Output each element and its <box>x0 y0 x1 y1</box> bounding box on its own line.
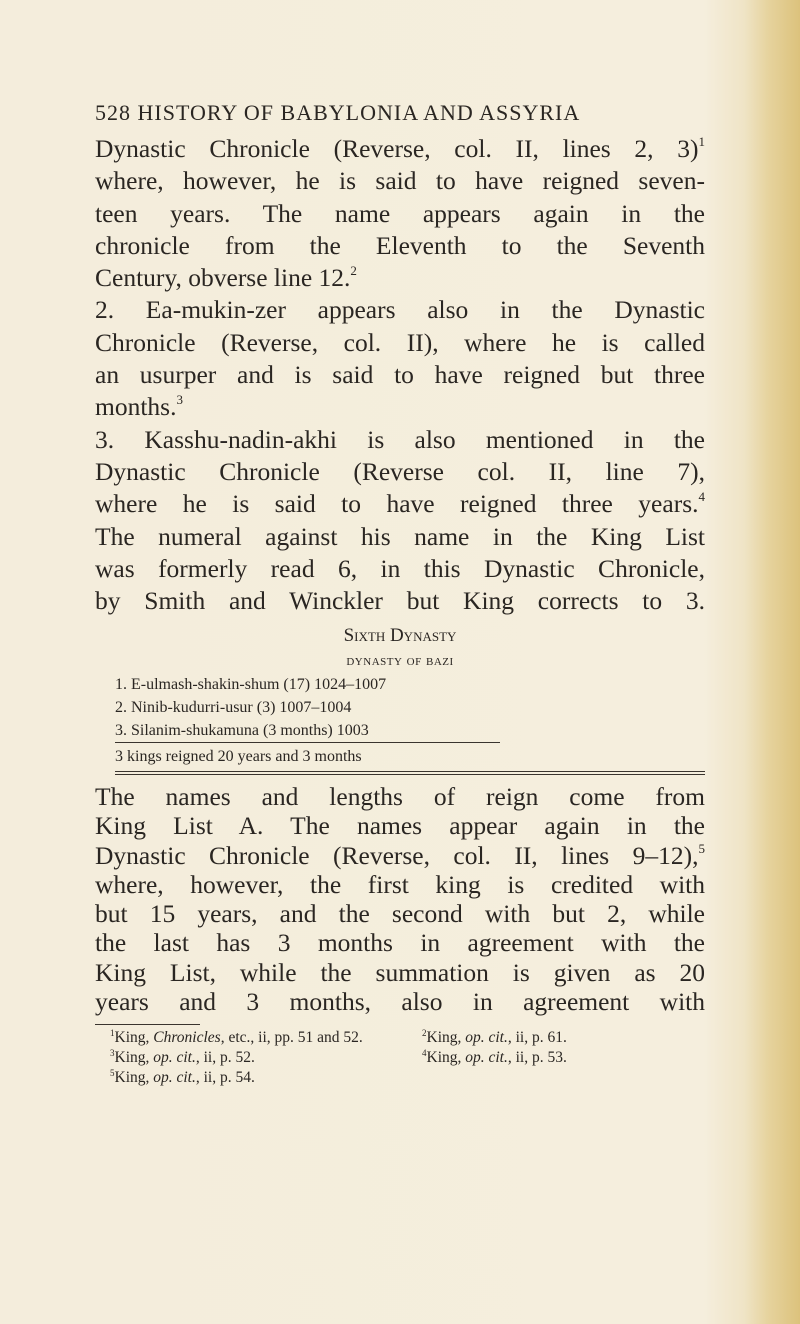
table-subtitle: dynasty of bazi <box>346 653 454 669</box>
text-line <box>95 488 705 520</box>
footnote-number: 4 <box>422 1048 427 1058</box>
footnote-ref: 4 <box>698 489 705 505</box>
running-title: HISTORY OF BABYLONIA AND ASSYRIA <box>137 100 581 125</box>
line-text: chronicle from the Eleventh to the Seventh <box>95 230 705 260</box>
king-row: 1. E-ulmash-shakin-shum (17) 1024–1007 <box>115 676 387 693</box>
line-text: King List, while the summation is given as 20 <box>95 957 705 987</box>
line-text: teen years. The name appears again in the <box>95 198 705 228</box>
footnote-ref: 3 <box>176 392 183 408</box>
line-text: 3. Kasshu-nadin-akhi is also mentioned in the <box>95 424 705 454</box>
line-text: an usurper and is said to have reigned but three <box>95 360 705 390</box>
line-text: Dynastic Chronicle (Reverse, col. II, lines 9–12), <box>95 840 699 870</box>
text-line <box>95 133 705 165</box>
table-title: Sixth Dynasty <box>343 625 457 646</box>
line-text: by Smith and Winckler but King corrects to 3. <box>95 586 705 616</box>
running-header <box>95 100 580 126</box>
footnote-italic: op. cit. <box>153 1069 196 1086</box>
line-text: where, however, the first king is credited with <box>95 869 705 899</box>
footnote-italic: Chronicles <box>153 1029 221 1046</box>
dynasty-table <box>95 623 705 768</box>
footnote-italic: op. cit. <box>153 1049 196 1066</box>
footnote-italic: op. cit. <box>465 1049 508 1066</box>
line-text: was formerly read 6, in this Dynastic Chronicle, <box>95 553 705 583</box>
text-line <box>95 165 705 197</box>
line-text: 2. Ea-mukin-zer appears also in the Dynastic <box>95 295 705 325</box>
footnote-number: 5 <box>110 1068 115 1078</box>
text-line <box>95 230 705 262</box>
line-text: where, however, he is said to have reigned seven- <box>95 166 705 196</box>
footnote-number: 2 <box>422 1028 427 1038</box>
table-end-rule <box>115 774 705 775</box>
footnote-text: , ii, p. 52. <box>195 1049 255 1066</box>
text-line <box>95 521 705 553</box>
footnote-text: , ii, p. 61. <box>507 1029 567 1046</box>
text-line <box>95 553 705 585</box>
text-line <box>95 262 705 294</box>
footnote-text: King, <box>114 1049 154 1066</box>
line-text: The numeral against his name in the King List <box>95 521 705 551</box>
footnote-text: , etc., ii, pp. 51 and 52. <box>220 1029 363 1046</box>
line-text: where he is said to have reigned three years. <box>95 489 699 519</box>
footnote-text: , ii, p. 53. <box>507 1049 567 1066</box>
footnote-italic: op. cit. <box>465 1029 508 1046</box>
text-line <box>95 359 705 391</box>
text-line <box>95 899 705 928</box>
footnote-text: King, <box>114 1069 154 1086</box>
paragraph-2 <box>95 782 705 1016</box>
footnote-number: 3 <box>110 1048 115 1058</box>
text-line <box>95 456 705 488</box>
text-line <box>95 958 705 987</box>
text-line <box>95 424 705 456</box>
footnote <box>110 1028 422 1048</box>
table-summary: 3 kings reigned 20 years and 3 months <box>115 748 362 765</box>
line-text: but 15 years, and the second with but 2, while <box>95 899 705 929</box>
line-text: The names and lengths of reign come from <box>95 782 705 811</box>
text-line <box>95 327 705 359</box>
summary-rule <box>115 742 500 743</box>
footnote <box>422 1048 567 1068</box>
footnote-number: 1 <box>110 1028 115 1038</box>
line-text: Chronicle (Reverse, col. II), where he is called <box>95 327 705 357</box>
text-line <box>95 987 705 1016</box>
king-row: 3. Silanim-shukamuna (3 months) 1003 <box>115 722 369 739</box>
text-line <box>95 198 705 230</box>
footnote <box>110 1048 422 1068</box>
footnote-text: King, <box>114 1029 154 1046</box>
footnotes <box>110 1028 567 1088</box>
footnote-ref: 2 <box>350 263 357 279</box>
line-text: Century, obverse line 12. <box>95 263 351 293</box>
line-text: years and 3 months, also in agreement with <box>95 987 705 1017</box>
text-line <box>95 928 705 957</box>
footnote-ref: 5 <box>698 840 705 856</box>
footnote-text: King, <box>426 1029 466 1046</box>
text-line <box>95 782 705 811</box>
footnote-text: , ii, p. 54. <box>195 1069 255 1086</box>
footnote-rule <box>95 1024 200 1025</box>
line-text: months. <box>95 392 177 422</box>
table-end-rule <box>115 771 705 772</box>
line-text: the last has 3 months in agreement with the <box>95 928 705 958</box>
king-row: 2. Ninib-kudurri-usur (3) 1007–1004 <box>115 699 352 716</box>
text-line <box>95 294 705 326</box>
text-line <box>95 811 705 840</box>
footnote-ref: 1 <box>698 134 705 149</box>
line-text: Dynastic Chronicle (Reverse col. II, line 7), <box>95 456 705 486</box>
paragraph-1 <box>95 133 705 617</box>
text-line <box>95 391 705 423</box>
line-text: Dynastic Chronicle (Reverse, col. II, lines 2, 3) <box>95 134 699 163</box>
page-number: 528 <box>95 100 131 125</box>
text-line <box>95 870 705 899</box>
line-text: King List A. The names appear again in the <box>95 811 705 841</box>
text-line <box>95 841 705 870</box>
text-line <box>95 585 705 617</box>
footnote <box>110 1068 422 1088</box>
footnote-text: King, <box>426 1049 466 1066</box>
footnote <box>422 1028 567 1048</box>
